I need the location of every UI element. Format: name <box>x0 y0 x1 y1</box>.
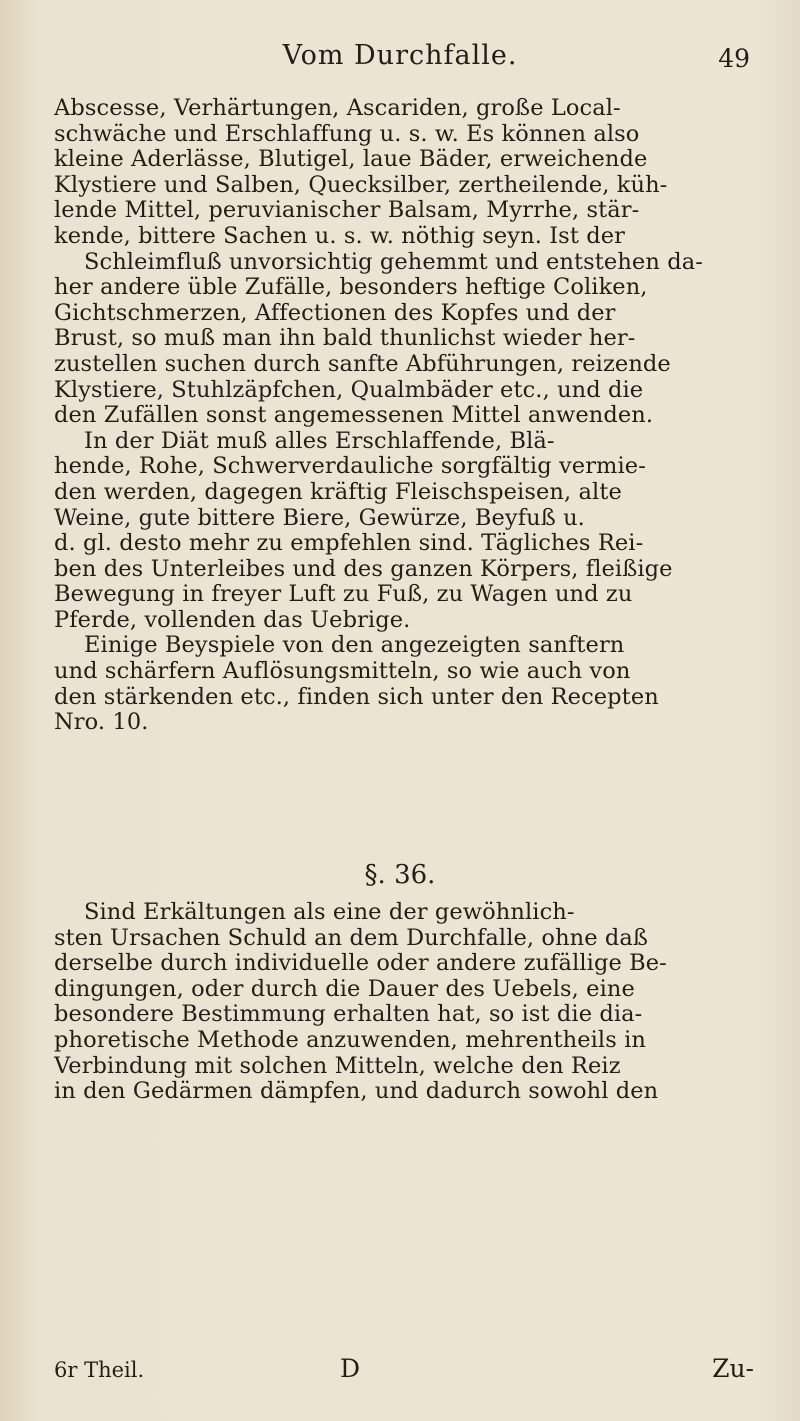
text-line: hende, Rohe, Schwerverdauliche sorgfältig vermie- <box>54 454 646 480</box>
text-line: Pferde, vollenden das Uebrige. <box>54 607 411 633</box>
running-head: Vom Durchfalle. <box>282 40 518 71</box>
text-line: und schärfern Auflösungsmitteln, so wie auch von <box>54 659 631 685</box>
text-line: Brust, so muß man ihn bald thunlichst wieder her- <box>54 326 636 352</box>
text-line: besondere Bestimmung erhalten hat, so ist die dia- <box>54 1002 643 1028</box>
page-number: 49 <box>718 44 750 73</box>
main-text-block <box>54 96 766 736</box>
text-line: phoretische Methode anzuwenden, mehrentheils in <box>54 1027 647 1053</box>
text-line: den stärkenden etc., finden sich unter den Recepten <box>54 684 659 710</box>
page-header <box>50 34 750 94</box>
text-line: Nro. 10. <box>54 710 149 736</box>
section-number: §. 36. <box>364 860 436 890</box>
text-line: kleine Aderlässe, Blutigel, laue Bäder, erweichende <box>54 147 648 173</box>
text-line: Verbindung mit solchen Mitteln, welche den Reiz <box>54 1053 621 1079</box>
text-line: Sind Erkältungen als eine der gewöhnlich- <box>84 900 575 925</box>
text-line: in den Gedärmen dämpfen, und dadurch sowohl den <box>54 1079 659 1105</box>
text-line: dingungen, oder durch die Dauer des Uebels, eine <box>54 976 635 1002</box>
text-line: Klystiere, Stuhlzäpfchen, Qualmbäder etc., und die <box>54 377 644 403</box>
text-line: kende, bittere Sachen u. s. w. nöthig seyn. Ist der <box>54 223 625 249</box>
text-line: sten Ursachen Schuld an dem Durchfalle, ohne daß <box>54 925 649 951</box>
text-line: den werden, dagegen kräftig Fleischspeisen, alte <box>54 479 622 505</box>
text-line: Bewegung in freyer Luft zu Fuß, zu Wagen und zu <box>54 582 633 608</box>
catchword: Zu- <box>712 1354 754 1383</box>
text-line: Einige Beyspiele von den angezeigten sanftern <box>84 633 625 659</box>
text-line: Weine, gute bittere Biere, Gewürze, Beyfuß u. <box>54 505 585 531</box>
text-line: schwäche und Erschlaffung u. s. w. Es können also <box>54 121 640 147</box>
section-text-block <box>54 900 766 1105</box>
text-line: ben des Unterleibes und des ganzen Körpers, fleißige <box>54 556 673 582</box>
text-line: Schleimfluß unvorsichtig gehemmt und entstehen da- <box>84 249 703 275</box>
text-line: zustellen suchen durch sanfte Abführungen, reizende <box>54 351 671 377</box>
text-line: d. gl. desto mehr zu empfehlen sind. Tägliches Rei- <box>54 531 644 557</box>
volume-signature: 6r Theil. <box>54 1358 145 1382</box>
text-line: Klystiere und Salben, Quecksilber, zertheilende, küh- <box>54 172 668 198</box>
text-line: derselbe durch individuelle oder andere zufällige Be- <box>54 951 667 977</box>
text-line: Gichtschmerzen, Affectionen des Kopfes und der <box>54 300 616 326</box>
text-line: her andere üble Zufälle, besonders heftige Coliken, <box>54 275 648 301</box>
text-line: den Zufällen sonst angemessenen Mittel anwenden. <box>54 403 654 429</box>
page-footer <box>54 1354 754 1392</box>
text-line: In der Diät muß alles Erschlaffende, Blä- <box>84 428 555 454</box>
text-line: lende Mittel, peruvianischer Balsam, Myrrhe, stär- <box>54 198 640 224</box>
sheet-signature: D <box>340 1354 361 1383</box>
text-line: Abscesse, Verhärtungen, Ascariden, große Local- <box>54 96 621 121</box>
